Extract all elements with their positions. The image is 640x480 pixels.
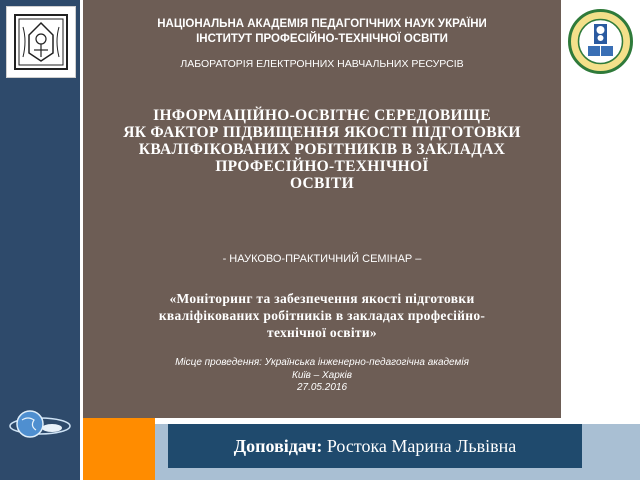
header-lines <box>83 17 561 47</box>
presentation-title <box>83 107 561 192</box>
accent-block <box>83 418 155 480</box>
title-line: ОСВІТИ <box>289 175 354 192</box>
speaker-label: Доповідач: <box>233 436 323 456</box>
globe-icon <box>8 404 72 444</box>
seminar-theme <box>113 290 531 341</box>
venue-info <box>83 357 561 395</box>
title-line: ПРОФЕСІЙНО-ТЕХНІЧНОЇ <box>215 158 429 175</box>
institute-emblem-icon <box>567 8 634 75</box>
title-line: ЯК ФАКТОР ПІДВИЩЕННЯ ЯКОСТІ ПІДГОТОВКИ <box>123 124 521 141</box>
title-line: КВАЛІФІКОВАНИХ РОБІТНИКІВ В ЗАКЛАДАХ <box>138 141 506 158</box>
academy-emblem-icon <box>6 6 76 78</box>
theme-line: кваліфікованих робітників в закладах професійно- <box>158 308 486 323</box>
speaker-box <box>168 424 582 468</box>
laboratory-name: ЛАБОРАТОРІЯ ЕЛЕКТРОННИХ НАВЧАЛЬНИХ РЕСУРСІВ <box>180 58 464 70</box>
speaker-name: Ростока Марина Львівна <box>326 436 517 456</box>
venue-cities: Київ – Харків <box>292 369 352 381</box>
venue-place: Місце проведення: Українська інженерно-педагогічна академія <box>175 357 469 368</box>
title-line: ІНФОРМАЦІЙНО-ОСВІТНЄ СЕРЕДОВИЩЕ <box>153 107 491 124</box>
theme-line: «Моніторинг та забезпечення якості підготовки <box>169 291 475 306</box>
title-panel <box>83 0 561 418</box>
seminar-label: - НАУКОВО-ПРАКТИЧНИЙ СЕМІНАР – <box>222 253 422 265</box>
academy-name: НАЦІОНАЛЬНА АКАДЕМІЯ ПЕДАГОГІЧНИХ НАУК УКРАЇНИ <box>157 18 487 30</box>
venue-date: 27.05.2016 <box>296 382 348 393</box>
theme-line: технічної освіти» <box>267 325 377 340</box>
institute-name: ІНСТИТУТ ПРОФЕСІЙНО-ТЕХНІЧНОЇ ОСВІТИ <box>196 33 448 45</box>
